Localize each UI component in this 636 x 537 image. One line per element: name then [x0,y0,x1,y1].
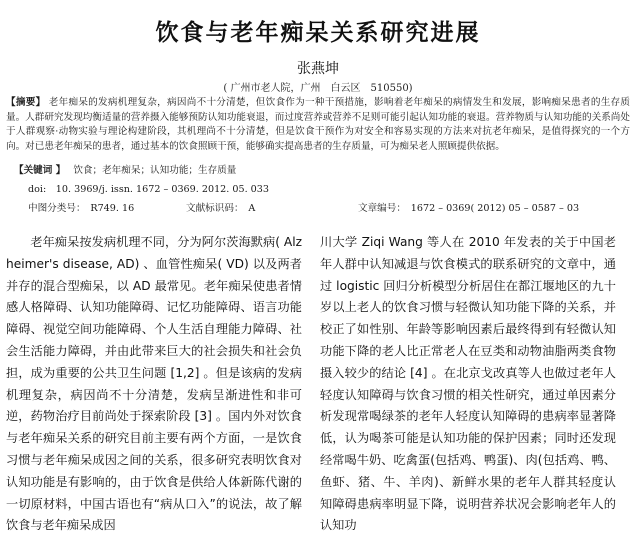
article-number: 文章编号： 1672 – 0369( 2012) 05 – 0587 – 03 [358,203,580,214]
keywords-text: 饮食；老年痴呆；认知功能；生存质量 [73,165,237,176]
keywords [14,162,236,176]
body-column-left [6,232,302,537]
author-name: 张燕坤 [297,61,339,77]
keywords-label: 【关键词 】 [14,165,66,176]
body-paragraph: 川大学 Ziqi Wang 等人在 2010 年发表的关于中国老年人群中认知减退与饮食模式的联系研究的文章中，通过 logistic 回归分析模型分析居住在都江堰地区的九十岁以上老人的饮食习惯与轻微认知功能下降的关系，并校正了如性别、年龄等影响因素后最终得到有轻微认知功能下降的老人比正常老人在豆类和动物油脂两类食物摄入较少的结论 [4] 。在北京戈改真等人也做过老年人轻度认知障碍与饮食习惯的相关性研究，通过单因素分析发现常喝绿茶的老年人轻度认知障碍的患病率显著降低，认为喝茶可能是认知功能的保护因素；同时还发现经常喝牛奶、吃禽蛋(包括鸡、鸭蛋)、肉(包括鸡、鸭、鱼虾、猪、牛、羊肉)、新鲜水果的老年人群其轻度认知障碍患病率明显下降，说明营养状况会影响老年人的认知功 [320,235,616,533]
classification-number: 中图分类号： R749. 16 [28,203,135,214]
abstract-text: 老年痴呆的发病机理复杂，病因尚不十分清楚，但饮食作为一种干预措施，影响着老年痴呆的病情发生和发展，影响痴呆患者的生存质量。人群研究发现均衡适量的营养摄入能够预防认知功能衰退，而过度营养或营养不足则可能引起认知功能的衰退。营养物质与认知功能的关系尚处于人群观察·动物实验与理论构建阶段，其机理尚不十分清楚，但是饮食干预作为对安全和容易实现的方法来对抗老年痴呆，是值得探究的一个方向。对已患老年痴呆的患者，通过基本的饮食照顾干预，能够确实提高患者的生存质量，可为痴呆老人照顾提供依据。 [6,97,630,152]
paper-title: 饮食与老年痴呆关系研究进展 [155,20,481,46]
abstract [6,96,630,154]
body-column-right [320,232,616,537]
document-code: 文献标识码： A [186,203,256,214]
doi-line: doi: 10. 3969/j. issn. 1672 – 0369. 2012. 05. 033 [28,184,269,195]
body-paragraph: 老年痴呆按发病机理不同，分为阿尔茨海默病( Alzheimer's disease, AD) 、血管性痴呆( VD) 以及两者并存的混合型痴呆，以 AD 最常见。老年痴呆使患者情感人格障碍、认知功能障碍、记忆功能障碍、语言功能障碍、视觉空间功能障碍、个人生活自理能力障碍、社会生活能力障碍，并由此带来巨大的社会损失和社会负担，成为重要的公共卫生问题 [1,2] 。但是该病的发病机理复杂，病因尚不十分清楚，发病呈渐进性和非可逆，药物治疗目前尚处于探索阶段 [3] 。国内外对饮食与老年痴呆关系的研究目前主要有两个方面，一是饮食习惯与老年痴呆成因之间的关系，很多研究表明饮食对认知功能是有影响的，由于饮食是供给人体新陈代谢的一切原材料，中国古语也有“病从口入”的说法，故了解饮食与老年痴呆成因 [6,235,302,533]
author-affiliation: ( 广州市老人院，广州 白云区 510550) [223,83,413,94]
abstract-label: 【摘要】 [6,97,46,108]
